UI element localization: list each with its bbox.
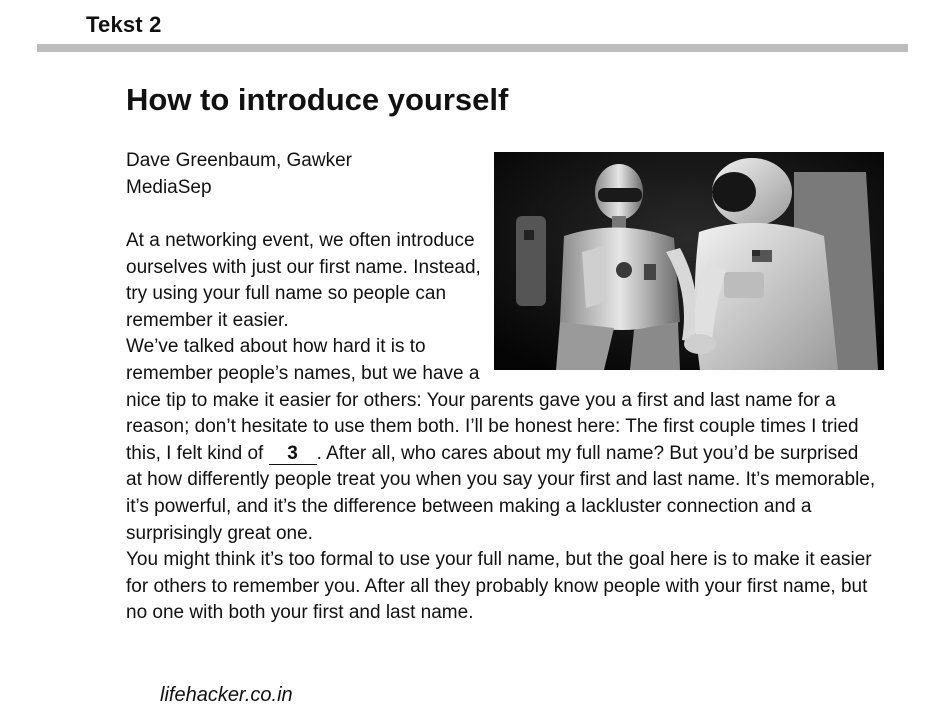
paragraph-2-start: We’ve talked about how hard it is to remember people’s names, but we have a nice tip to make it easier for others: Your parents gave you a first and last name for a reason; don’t hesitate to use them both. I’ll be honest here: The first couple times I tried this, I felt kind of [126, 336, 859, 464]
article-body [126, 228, 878, 627]
article-title: How to introduce yourself [126, 82, 509, 117]
header-rule [37, 44, 908, 52]
byline-author: Dave Greenbaum, Gawker [126, 150, 352, 171]
byline [126, 147, 352, 201]
section-label: Tekst 2 [86, 12, 162, 37]
paragraph-2-end: . After all, who cares about my full name? But you’d be surprised at how differently people treat you when you say your first and last name. It’s memorable, it’s powerful, and it’s the difference between making a lackluster connection and a surprisingly great one. [126, 442, 876, 544]
source-credit: lifehacker.co.in [160, 684, 293, 706]
byline-publication: MediaSep [126, 177, 212, 198]
paragraph-3: You might think it’s too formal to use your full name, but the goal here is to make it easier for others to remember you. After all they probably know people with your first name, but no one with both your first and last name. [126, 549, 872, 624]
paragraph-1: At a networking event, we often introduce ourselves with just our first name. Instead, try using your full name so people can remember it easier. [126, 230, 481, 331]
gap-fill-blank: 3 [269, 444, 317, 465]
photo-wrap-spacer [484, 228, 878, 371]
